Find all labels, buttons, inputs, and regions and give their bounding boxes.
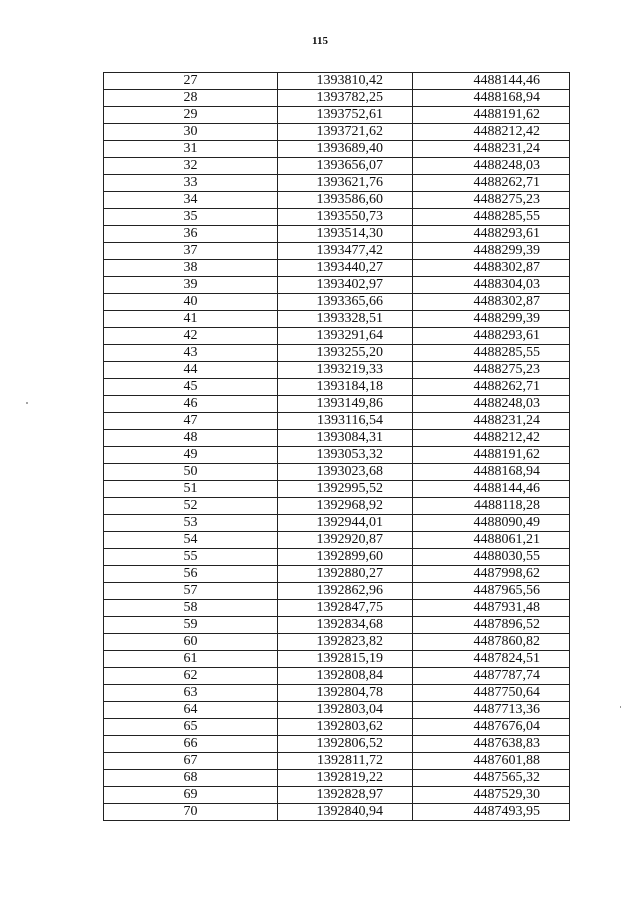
point-number-cell: 29: [104, 107, 278, 124]
y-coordinate-cell: 4488144,46: [413, 481, 570, 498]
scan-speck: [26, 402, 28, 404]
table-row: [104, 328, 570, 345]
x-coordinate-cell: 1393477,42: [278, 243, 413, 260]
y-coordinate-cell: 4488212,42: [413, 124, 570, 141]
page-number: 115: [312, 35, 328, 47]
point-number-cell: 43: [104, 345, 278, 362]
point-number-cell: 63: [104, 685, 278, 702]
table-row: [104, 345, 570, 362]
y-coordinate-cell: 4488061,21: [413, 532, 570, 549]
table-row: [104, 634, 570, 651]
y-coordinate-cell: 4487638,83: [413, 736, 570, 753]
x-coordinate-cell: 1393328,51: [278, 311, 413, 328]
x-coordinate-cell: 1393255,20: [278, 345, 413, 362]
x-coordinate-cell: 1393721,62: [278, 124, 413, 141]
table-row: [104, 736, 570, 753]
table-row: [104, 464, 570, 481]
y-coordinate-cell: 4487824,51: [413, 651, 570, 668]
table-row: [104, 566, 570, 583]
y-coordinate-cell: 4488275,23: [413, 362, 570, 379]
x-coordinate-cell: 1392811,72: [278, 753, 413, 770]
table-row: [104, 532, 570, 549]
x-coordinate-cell: 1392899,60: [278, 549, 413, 566]
point-number-cell: 33: [104, 175, 278, 192]
table-row: [104, 277, 570, 294]
x-coordinate-cell: 1393440,27: [278, 260, 413, 277]
y-coordinate-cell: 4488275,23: [413, 192, 570, 209]
x-coordinate-cell: 1392808,84: [278, 668, 413, 685]
point-number-cell: 41: [104, 311, 278, 328]
point-number-cell: 58: [104, 600, 278, 617]
table-row: [104, 141, 570, 158]
x-coordinate-cell: 1393053,32: [278, 447, 413, 464]
x-coordinate-cell: 1393514,30: [278, 226, 413, 243]
table-row: [104, 294, 570, 311]
point-number-cell: 28: [104, 90, 278, 107]
y-coordinate-cell: 4488168,94: [413, 90, 570, 107]
point-number-cell: 66: [104, 736, 278, 753]
x-coordinate-cell: 1392880,27: [278, 566, 413, 583]
point-number-cell: 59: [104, 617, 278, 634]
point-number-cell: 49: [104, 447, 278, 464]
point-number-cell: 64: [104, 702, 278, 719]
point-number-cell: 35: [104, 209, 278, 226]
y-coordinate-cell: 4488191,62: [413, 107, 570, 124]
table-row: [104, 362, 570, 379]
point-number-cell: 37: [104, 243, 278, 260]
point-number-cell: 60: [104, 634, 278, 651]
coordinates-table-body: [104, 73, 570, 821]
y-coordinate-cell: 4487601,88: [413, 753, 570, 770]
y-coordinate-cell: 4487750,64: [413, 685, 570, 702]
point-number-cell: 46: [104, 396, 278, 413]
x-coordinate-cell: 1393149,86: [278, 396, 413, 413]
x-coordinate-cell: 1392823,82: [278, 634, 413, 651]
y-coordinate-cell: 4487493,95: [413, 804, 570, 821]
coordinates-table: [103, 72, 570, 821]
point-number-cell: 34: [104, 192, 278, 209]
x-coordinate-cell: 1393656,07: [278, 158, 413, 175]
y-coordinate-cell: 4488299,39: [413, 311, 570, 328]
x-coordinate-cell: 1392803,62: [278, 719, 413, 736]
point-number-cell: 45: [104, 379, 278, 396]
x-coordinate-cell: 1392828,97: [278, 787, 413, 804]
y-coordinate-cell: 4487931,48: [413, 600, 570, 617]
x-coordinate-cell: 1393402,97: [278, 277, 413, 294]
y-coordinate-cell: 4488248,03: [413, 158, 570, 175]
point-number-cell: 39: [104, 277, 278, 294]
x-coordinate-cell: 1393689,40: [278, 141, 413, 158]
y-coordinate-cell: 4488262,71: [413, 175, 570, 192]
table-row: [104, 481, 570, 498]
table-row: [104, 107, 570, 124]
point-number-cell: 61: [104, 651, 278, 668]
point-number-cell: 57: [104, 583, 278, 600]
table-row: [104, 583, 570, 600]
table-row: [104, 413, 570, 430]
table-row: [104, 617, 570, 634]
x-coordinate-cell: 1392847,75: [278, 600, 413, 617]
y-coordinate-cell: 4488231,24: [413, 413, 570, 430]
point-number-cell: 32: [104, 158, 278, 175]
x-coordinate-cell: 1392819,22: [278, 770, 413, 787]
point-number-cell: 38: [104, 260, 278, 277]
table-row: [104, 447, 570, 464]
x-coordinate-cell: 1393621,76: [278, 175, 413, 192]
table-row: [104, 753, 570, 770]
y-coordinate-cell: 4488090,49: [413, 515, 570, 532]
x-coordinate-cell: 1393219,33: [278, 362, 413, 379]
x-coordinate-cell: 1393184,18: [278, 379, 413, 396]
point-number-cell: 56: [104, 566, 278, 583]
table-row: [104, 124, 570, 141]
table-row: [104, 804, 570, 821]
point-number-cell: 31: [104, 141, 278, 158]
point-number-cell: 40: [104, 294, 278, 311]
table-row: [104, 600, 570, 617]
y-coordinate-cell: 4488299,39: [413, 243, 570, 260]
x-coordinate-cell: 1392944,01: [278, 515, 413, 532]
x-coordinate-cell: 1392862,96: [278, 583, 413, 600]
table-row: [104, 175, 570, 192]
y-coordinate-cell: 4487860,82: [413, 634, 570, 651]
y-coordinate-cell: 4488262,71: [413, 379, 570, 396]
point-number-cell: 68: [104, 770, 278, 787]
x-coordinate-cell: 1393116,54: [278, 413, 413, 430]
y-coordinate-cell: 4488302,87: [413, 260, 570, 277]
point-number-cell: 67: [104, 753, 278, 770]
x-coordinate-cell: 1393550,73: [278, 209, 413, 226]
point-number-cell: 69: [104, 787, 278, 804]
table-row: [104, 311, 570, 328]
table-row: [104, 379, 570, 396]
point-number-cell: 54: [104, 532, 278, 549]
y-coordinate-cell: 4487565,32: [413, 770, 570, 787]
y-coordinate-cell: 4488212,42: [413, 430, 570, 447]
y-coordinate-cell: 4487787,74: [413, 668, 570, 685]
point-number-cell: 52: [104, 498, 278, 515]
table-row: [104, 770, 570, 787]
y-coordinate-cell: 4488285,55: [413, 345, 570, 362]
table-row: [104, 498, 570, 515]
y-coordinate-cell: 4487965,56: [413, 583, 570, 600]
point-number-cell: 44: [104, 362, 278, 379]
y-coordinate-cell: 4488285,55: [413, 209, 570, 226]
y-coordinate-cell: 4488030,55: [413, 549, 570, 566]
x-coordinate-cell: 1393023,68: [278, 464, 413, 481]
y-coordinate-cell: 4488302,87: [413, 294, 570, 311]
y-coordinate-cell: 4487676,04: [413, 719, 570, 736]
table-row: [104, 549, 570, 566]
scan-speck: [620, 706, 621, 708]
x-coordinate-cell: 1392968,92: [278, 498, 413, 515]
point-number-cell: 55: [104, 549, 278, 566]
table-row: [104, 90, 570, 107]
x-coordinate-cell: 1392995,52: [278, 481, 413, 498]
y-coordinate-cell: 4487713,36: [413, 702, 570, 719]
y-coordinate-cell: 4488118,28: [413, 498, 570, 515]
point-number-cell: 53: [104, 515, 278, 532]
x-coordinate-cell: 1392804,78: [278, 685, 413, 702]
point-number-cell: 36: [104, 226, 278, 243]
x-coordinate-cell: 1392840,94: [278, 804, 413, 821]
table-row: [104, 685, 570, 702]
y-coordinate-cell: 4488248,03: [413, 396, 570, 413]
table-row: [104, 243, 570, 260]
table-row: [104, 396, 570, 413]
y-coordinate-cell: 4488293,61: [413, 226, 570, 243]
y-coordinate-cell: 4488144,46: [413, 73, 570, 90]
y-coordinate-cell: 4488231,24: [413, 141, 570, 158]
y-coordinate-cell: 4488168,94: [413, 464, 570, 481]
y-coordinate-cell: 4488191,62: [413, 447, 570, 464]
x-coordinate-cell: 1392815,19: [278, 651, 413, 668]
table-row: [104, 73, 570, 90]
table-row: [104, 651, 570, 668]
x-coordinate-cell: 1393752,61: [278, 107, 413, 124]
y-coordinate-cell: 4487896,52: [413, 617, 570, 634]
point-number-cell: 50: [104, 464, 278, 481]
y-coordinate-cell: 4488293,61: [413, 328, 570, 345]
y-coordinate-cell: 4488304,03: [413, 277, 570, 294]
table-row: [104, 719, 570, 736]
x-coordinate-cell: 1393810,42: [278, 73, 413, 90]
table-row: [104, 787, 570, 804]
point-number-cell: 30: [104, 124, 278, 141]
table-row: [104, 702, 570, 719]
point-number-cell: 42: [104, 328, 278, 345]
table-row: [104, 515, 570, 532]
y-coordinate-cell: 4487529,30: [413, 787, 570, 804]
point-number-cell: 70: [104, 804, 278, 821]
point-number-cell: 47: [104, 413, 278, 430]
x-coordinate-cell: 1392834,68: [278, 617, 413, 634]
x-coordinate-cell: 1392803,04: [278, 702, 413, 719]
point-number-cell: 62: [104, 668, 278, 685]
table-row: [104, 226, 570, 243]
table-row: [104, 260, 570, 277]
point-number-cell: 27: [104, 73, 278, 90]
point-number-cell: 65: [104, 719, 278, 736]
point-number-cell: 48: [104, 430, 278, 447]
table-row: [104, 668, 570, 685]
x-coordinate-cell: 1393365,66: [278, 294, 413, 311]
table-row: [104, 192, 570, 209]
x-coordinate-cell: 1392806,52: [278, 736, 413, 753]
x-coordinate-cell: 1393586,60: [278, 192, 413, 209]
x-coordinate-cell: 1393291,64: [278, 328, 413, 345]
x-coordinate-cell: 1392920,87: [278, 532, 413, 549]
x-coordinate-cell: 1393084,31: [278, 430, 413, 447]
table-row: [104, 158, 570, 175]
x-coordinate-cell: 1393782,25: [278, 90, 413, 107]
table-row: [104, 209, 570, 226]
table-row: [104, 430, 570, 447]
y-coordinate-cell: 4487998,62: [413, 566, 570, 583]
point-number-cell: 51: [104, 481, 278, 498]
